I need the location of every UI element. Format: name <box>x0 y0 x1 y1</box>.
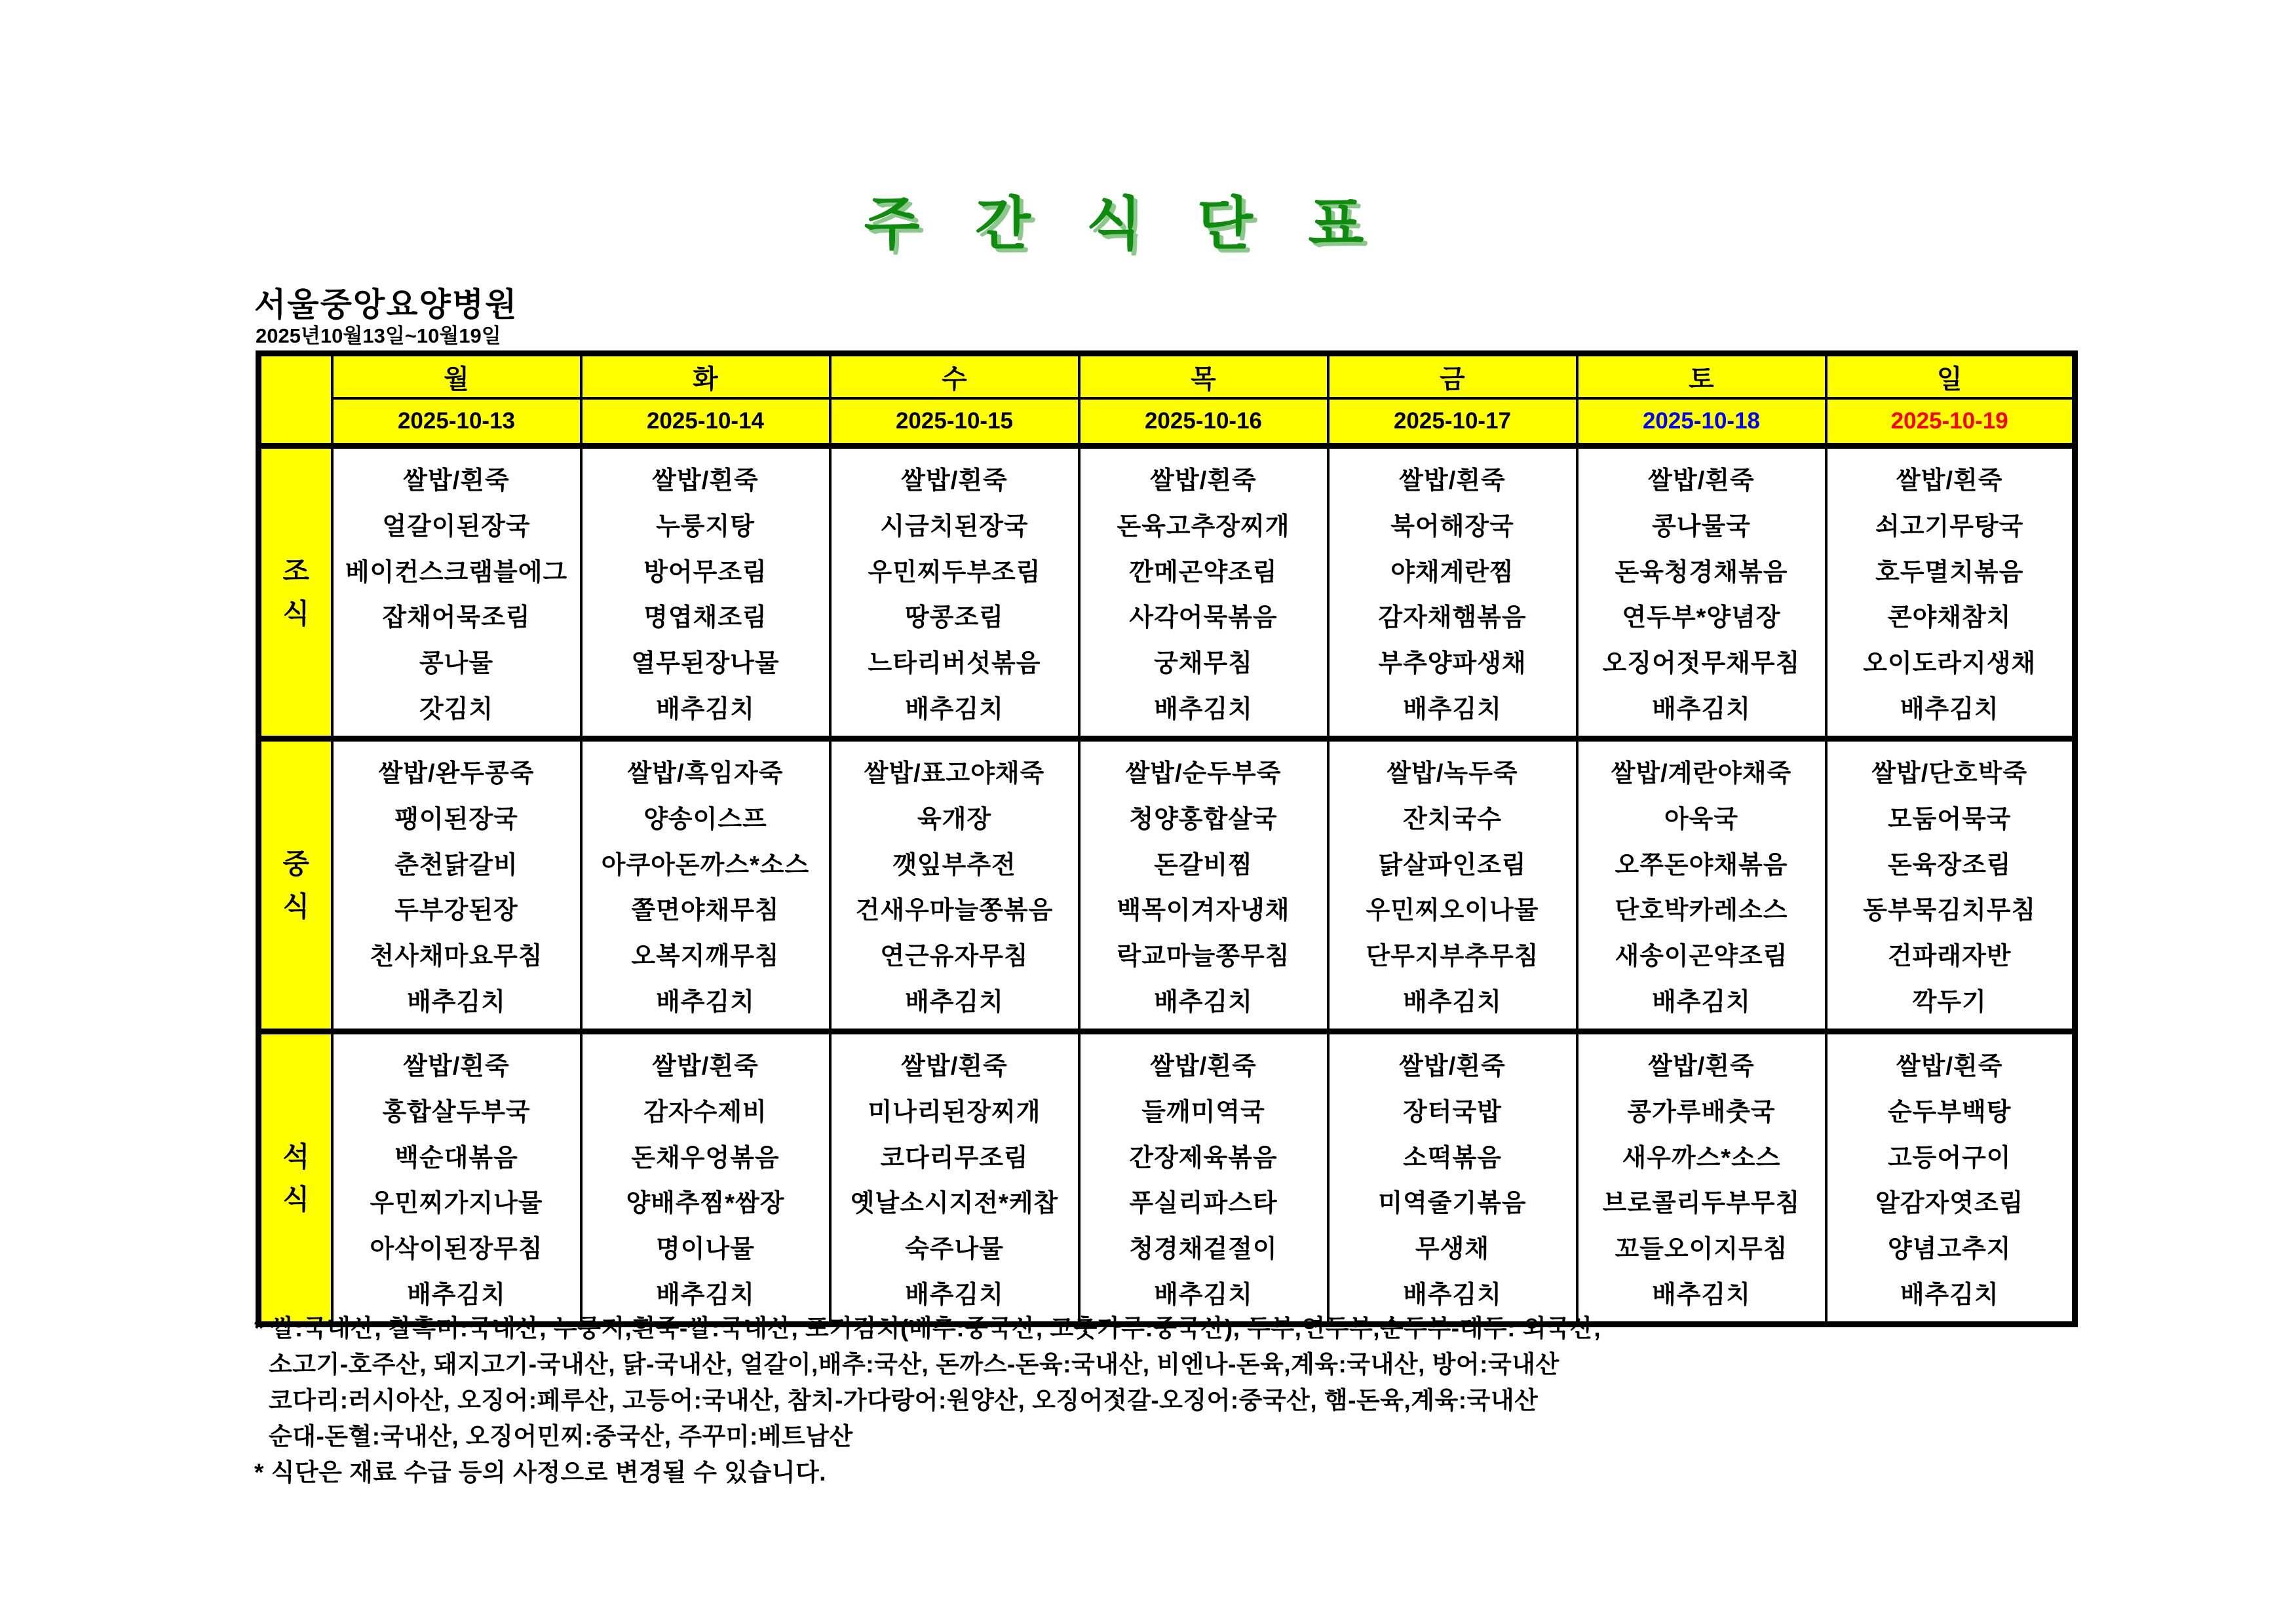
menu-item: 쌀밥/흑임자죽 <box>627 760 784 788</box>
menu-item: 새우까스*소스 <box>1622 1144 1781 1172</box>
menu-cell-inner <box>583 1034 829 1321</box>
meal-label-조식 <box>259 446 332 739</box>
menu-cell-inner <box>1578 1034 1825 1321</box>
menu-period: 2025년10월13일~10월19일 <box>256 324 501 347</box>
menu-item: 팽이된장국 <box>394 805 518 833</box>
day-header-2025-10-18: 토 <box>1577 354 1826 399</box>
meal-label-char: 식 <box>282 1184 310 1215</box>
menu-item: 오이도라지생채 <box>1863 649 2037 677</box>
menu-cell-중식-화 <box>581 739 830 1032</box>
meal-label-char: 석 <box>282 1141 310 1172</box>
menu-cell-inner <box>334 1034 580 1321</box>
day-header-2025-10-19: 일 <box>1826 354 2075 399</box>
menu-cell-inner <box>832 1034 1078 1321</box>
menu-item: 옛날소시지전*케찹 <box>850 1190 1059 1218</box>
menu-cell-inner <box>1827 449 2073 736</box>
meal-row-조식 <box>259 446 2075 739</box>
menu-cell-조식-수 <box>830 446 1079 739</box>
menu-item: 느타리버섯볶음 <box>868 649 1041 677</box>
menu-item: 춘천닭갈비 <box>394 851 518 879</box>
menu-item: 청경채겉절이 <box>1129 1235 1278 1263</box>
menu-cell-중식-수 <box>830 739 1079 1032</box>
menu-cell-inner <box>1330 449 1576 736</box>
hospital-name: 서울중앙요양병원 <box>254 286 518 323</box>
menu-item: 땅콩조림 <box>905 604 1004 632</box>
menu-item: 아쿠아돈까스*소스 <box>601 851 810 879</box>
meal-label-char: 조 <box>282 555 310 586</box>
menu-item: 양송이스프 <box>643 805 767 833</box>
menu-cell-중식-일 <box>1826 739 2075 1032</box>
menu-item: 누룽지탕 <box>656 512 755 540</box>
day-header-2025-10-16: 목 <box>1079 354 1328 399</box>
date-header-row <box>259 398 2075 446</box>
menu-item: 배추김치 <box>1900 695 1999 723</box>
menu-cell-석식-목 <box>1079 1032 1328 1325</box>
menu-item: 푸실리파스타 <box>1129 1190 1278 1218</box>
menu-item: 잡채어묵조림 <box>382 604 531 632</box>
menu-item: 배추김치 <box>905 1281 1004 1309</box>
menu-item: 오쭈돈야채볶음 <box>1615 851 1788 879</box>
footnote-line: * 식단은 재료 수급 등의 사정으로 변경될 수 있습니다. <box>254 1459 826 1486</box>
menu-item: 쌀밥/흰죽 <box>403 1053 510 1081</box>
menu-item: 쌀밥/단호박죽 <box>1871 760 2028 788</box>
menu-item: 감자채햄볶음 <box>1378 604 1527 632</box>
menu-item: 깐메곤약조림 <box>1129 558 1278 586</box>
menu-item: 연근유자무침 <box>880 942 1029 970</box>
menu-cell-inner <box>1827 1034 2073 1321</box>
menu-cell-석식-화 <box>581 1032 830 1325</box>
menu-item: 쌀밥/계란야채죽 <box>1611 760 1792 788</box>
menu-cell-석식-수 <box>830 1032 1079 1325</box>
menu-item: 시금치된장국 <box>880 512 1029 540</box>
menu-item: 락교마늘쫑무침 <box>1117 942 1290 970</box>
menu-item: 쌀밥/흰죽 <box>901 1053 1008 1081</box>
menu-item: 돈육청경채볶음 <box>1615 558 1788 586</box>
meal-row-석식 <box>259 1032 2075 1325</box>
menu-item: 배추김치 <box>656 695 755 723</box>
menu-item: 건파래자반 <box>1887 942 2012 970</box>
menu-item: 청양홍합살국 <box>1129 805 1278 833</box>
menu-item: 소떡볶음 <box>1403 1144 1502 1172</box>
menu-cell-중식-목 <box>1079 739 1328 1032</box>
menu-cell-석식-토 <box>1577 1032 1826 1325</box>
menu-item: 갓김치 <box>419 695 494 723</box>
menu-cell-조식-목 <box>1079 446 1328 739</box>
menu-item: 무생채 <box>1415 1235 1490 1263</box>
date-cell-2025-10-15: 2025-10-15 <box>830 398 1079 446</box>
menu-item: 배추김치 <box>1154 988 1253 1016</box>
menu-item: 깍두기 <box>1912 988 1987 1016</box>
date-cell-2025-10-13: 2025-10-13 <box>332 398 581 446</box>
corner-cell <box>259 354 332 446</box>
menu-item: 배추김치 <box>1154 1281 1253 1309</box>
menu-item: 배추김치 <box>407 1281 506 1309</box>
footnote-line: 순대-돈혈:국내산, 오징어민찌:중국산, 주꾸미:베트남산 <box>269 1423 853 1450</box>
menu-item: 배추김치 <box>1403 988 1502 1016</box>
menu-item: 배추김치 <box>656 988 755 1016</box>
menu-item: 돈채우엉볶음 <box>631 1144 780 1172</box>
menu-item: 쌀밥/흰죽 <box>1399 467 1506 495</box>
menu-item: 단무지부추무침 <box>1366 942 1539 970</box>
menu-item: 꼬들오이지무침 <box>1615 1235 1788 1263</box>
menu-item: 배추김치 <box>407 988 506 1016</box>
page-title: 주 간 식 단 표 <box>864 191 1384 256</box>
date-cell-2025-10-18: 2025-10-18 <box>1577 398 1826 446</box>
menu-item: 쌀밥/완두콩죽 <box>378 760 535 788</box>
menu-cell-inner <box>832 742 1078 1029</box>
menu-item: 양념고추지 <box>1887 1235 2012 1263</box>
menu-item: 미역줄기볶음 <box>1378 1190 1527 1218</box>
menu-cell-inner <box>583 742 829 1029</box>
menu-item: 오징어젓무채무침 <box>1602 649 1801 677</box>
menu-cell-inner <box>1827 742 2073 1029</box>
day-header-2025-10-13: 월 <box>332 354 581 399</box>
menu-item: 쌀밥/표고야채죽 <box>864 760 1045 788</box>
menu-item: 쌀밥/흰죽 <box>1896 467 2003 495</box>
menu-item: 동부묵김치무침 <box>1863 897 2037 925</box>
menu-item: 얼갈이된장국 <box>382 512 531 540</box>
menu-item: 명이나물 <box>656 1235 755 1263</box>
menu-item: 콘야채참치 <box>1887 604 2012 632</box>
menu-item: 우민찌두부조림 <box>868 558 1041 586</box>
menu-item: 방어무조림 <box>643 558 767 586</box>
date-cell-2025-10-14: 2025-10-14 <box>581 398 830 446</box>
menu-item: 돈갈비찜 <box>1154 851 1253 879</box>
menu-item: 열무된장나물 <box>631 649 780 677</box>
menu-cell-inner <box>583 449 829 736</box>
menu-item: 숙주나물 <box>905 1235 1004 1263</box>
menu-item: 쌀밥/흰죽 <box>1896 1053 2003 1081</box>
day-header-row <box>259 354 2075 399</box>
menu-item: 양배추찜*쌈장 <box>626 1190 785 1218</box>
menu-item: 모둠어묵국 <box>1887 805 2012 833</box>
menu-item: 쇠고기무탕국 <box>1875 512 2024 540</box>
meal-label-char: 식 <box>282 891 310 922</box>
menu-item: 아삭이된장무침 <box>370 1235 543 1263</box>
menu-item: 쌀밥/흰죽 <box>901 467 1008 495</box>
menu-item: 아욱국 <box>1664 805 1739 833</box>
menu-item: 미나리된장찌개 <box>868 1098 1041 1126</box>
meal-label-중식 <box>259 739 332 1032</box>
menu-item: 쌀밥/녹두죽 <box>1387 760 1518 788</box>
menu-cell-조식-월 <box>332 446 581 739</box>
day-header-2025-10-15: 수 <box>830 354 1079 399</box>
menu-item: 쌀밥/흰죽 <box>1150 1053 1257 1081</box>
menu-cell-inner <box>334 742 580 1029</box>
menu-cell-inner <box>832 449 1078 736</box>
day-header-2025-10-14: 화 <box>581 354 830 399</box>
menu-item: 배추김치 <box>1900 1281 1999 1309</box>
menu-cell-중식-월 <box>332 739 581 1032</box>
menu-item: 쌀밥/순두부죽 <box>1125 760 1282 788</box>
menu-cell-석식-일 <box>1826 1032 2075 1325</box>
menu-item: 육개장 <box>917 805 992 833</box>
menu-item: 쌀밥/흰죽 <box>403 467 510 495</box>
menu-item: 배추김치 <box>656 1281 755 1309</box>
menu-item: 새송이곤약조림 <box>1615 942 1788 970</box>
menu-item: 명엽채조림 <box>643 604 767 632</box>
menu-item: 돈육고추장찌개 <box>1117 512 1290 540</box>
footnote-line: * 쌀:국내산, 찰흑미:국내산, 누룽지,흰죽-쌀:국내산, 포기김치(배추:중국산, 고춧가루:중국산), 두부,연두부,순두부-대두: 외국산, <box>254 1315 1601 1342</box>
menu-item: 우민찌가지나물 <box>370 1190 543 1218</box>
menu-item: 쌀밥/흰죽 <box>1399 1053 1506 1081</box>
menu-item: 북어해장국 <box>1390 512 1514 540</box>
footnotes <box>254 1310 2154 1490</box>
menu-cell-inner <box>1081 1034 1327 1321</box>
menu-item: 연두부*양념장 <box>1622 604 1781 632</box>
menu-cell-석식-금 <box>1328 1032 1577 1325</box>
menu-item: 백순대볶음 <box>394 1144 518 1172</box>
menu-item: 쌀밥/흰죽 <box>652 1053 759 1081</box>
menu-item: 돈육장조림 <box>1887 851 2012 879</box>
menu-item: 오복지깨무침 <box>631 942 780 970</box>
menu-cell-inner <box>1330 1034 1576 1321</box>
menu-item: 코다리무조림 <box>880 1144 1029 1172</box>
menu-cell-inner <box>1081 449 1327 736</box>
menu-item: 건새우마늘쫑볶음 <box>855 897 1054 925</box>
menu-item: 베이컨스크램블에그 <box>345 558 568 586</box>
menu-cell-inner <box>1578 742 1825 1029</box>
footnote-line: 코다리:러시아산, 오징어:페루산, 고등어:국내산, 참치-가다랑어:원양산, 오징어젓갈-오징어:중국산, 햄-돈육,계육:국내산 <box>269 1387 1539 1414</box>
date-cell-2025-10-17: 2025-10-17 <box>1328 398 1577 446</box>
weekly-menu-table <box>256 350 2078 1327</box>
menu-cell-석식-월 <box>332 1032 581 1325</box>
menu-item: 콩나물국 <box>1652 512 1751 540</box>
day-header-2025-10-17: 금 <box>1328 354 1577 399</box>
menu-item: 고등어구이 <box>1887 1144 2012 1172</box>
menu-cell-조식-화 <box>581 446 830 739</box>
menu-item: 콩나물 <box>419 649 494 677</box>
menu-item: 부추양파생채 <box>1378 649 1527 677</box>
menu-item: 우민찌오이나물 <box>1366 897 1539 925</box>
menu-cell-inner <box>1081 742 1327 1029</box>
menu-item: 배추김치 <box>1652 1281 1751 1309</box>
menu-item: 순두부백탕 <box>1887 1098 2012 1126</box>
menu-cell-중식-토 <box>1577 739 1826 1032</box>
footnote-line: 소고기-호주산, 돼지고기-국내산, 닭-국내산, 얼갈이,배추:국산, 돈까스-돈육:국내산, 비엔나-돈육,계육:국내산, 방어:국내산 <box>269 1351 1559 1378</box>
menu-cell-조식-금 <box>1328 446 1577 739</box>
menu-item: 쌀밥/흰죽 <box>652 467 759 495</box>
menu-item: 브로콜리두부무침 <box>1602 1190 1801 1218</box>
menu-item: 두부강된장 <box>394 897 518 925</box>
menu-item: 감자수제비 <box>643 1098 767 1126</box>
menu-cell-조식-일 <box>1826 446 2075 739</box>
menu-item: 배추김치 <box>1403 1281 1502 1309</box>
menu-item: 간장제육볶음 <box>1129 1144 1278 1172</box>
menu-cell-inner <box>1330 742 1576 1029</box>
menu-item: 사각어묵볶음 <box>1129 604 1278 632</box>
menu-item: 배추김치 <box>905 695 1004 723</box>
meal-label-char: 식 <box>282 598 310 629</box>
menu-item: 배추김치 <box>1652 695 1751 723</box>
menu-item: 배추김치 <box>1403 695 1502 723</box>
menu-item: 잔치국수 <box>1403 805 1502 833</box>
menu-cell-중식-금 <box>1328 739 1577 1032</box>
menu-item: 배추김치 <box>1154 695 1253 723</box>
menu-item: 깻잎부추전 <box>892 851 1016 879</box>
meal-label-석식 <box>259 1032 332 1325</box>
menu-item: 콩가루배춧국 <box>1627 1098 1776 1126</box>
menu-item: 호두멸치볶음 <box>1875 558 2024 586</box>
menu-item: 백목이겨자냉채 <box>1117 897 1290 925</box>
menu-item: 단호박카레소스 <box>1615 897 1788 925</box>
menu-item: 들깨미역국 <box>1141 1098 1265 1126</box>
menu-item: 쌀밥/흰죽 <box>1648 1053 1755 1081</box>
date-cell-2025-10-16: 2025-10-16 <box>1079 398 1328 446</box>
menu-item: 배추김치 <box>1652 988 1751 1016</box>
menu-cell-inner <box>1578 449 1825 736</box>
menu-item: 배추김치 <box>905 988 1004 1016</box>
menu-cell-조식-토 <box>1577 446 1826 739</box>
menu-item: 홍합살두부국 <box>382 1098 531 1126</box>
meal-label-char: 중 <box>282 848 310 879</box>
menu-item: 닭살파인조림 <box>1378 851 1527 879</box>
menu-item: 쌀밥/흰죽 <box>1150 467 1257 495</box>
menu-item: 궁채무침 <box>1154 649 1253 677</box>
menu-item: 알감자엿조림 <box>1875 1190 2024 1218</box>
menu-cell-inner <box>334 449 580 736</box>
date-cell-2025-10-19: 2025-10-19 <box>1826 398 2075 446</box>
meal-row-중식 <box>259 739 2075 1032</box>
menu-item: 쌀밥/흰죽 <box>1648 467 1755 495</box>
menu-item: 야채계란찜 <box>1390 558 1514 586</box>
menu-item: 쫄면야채무침 <box>631 897 780 925</box>
menu-item: 장터국밥 <box>1403 1098 1502 1126</box>
menu-item: 천사채마요무침 <box>370 942 543 970</box>
